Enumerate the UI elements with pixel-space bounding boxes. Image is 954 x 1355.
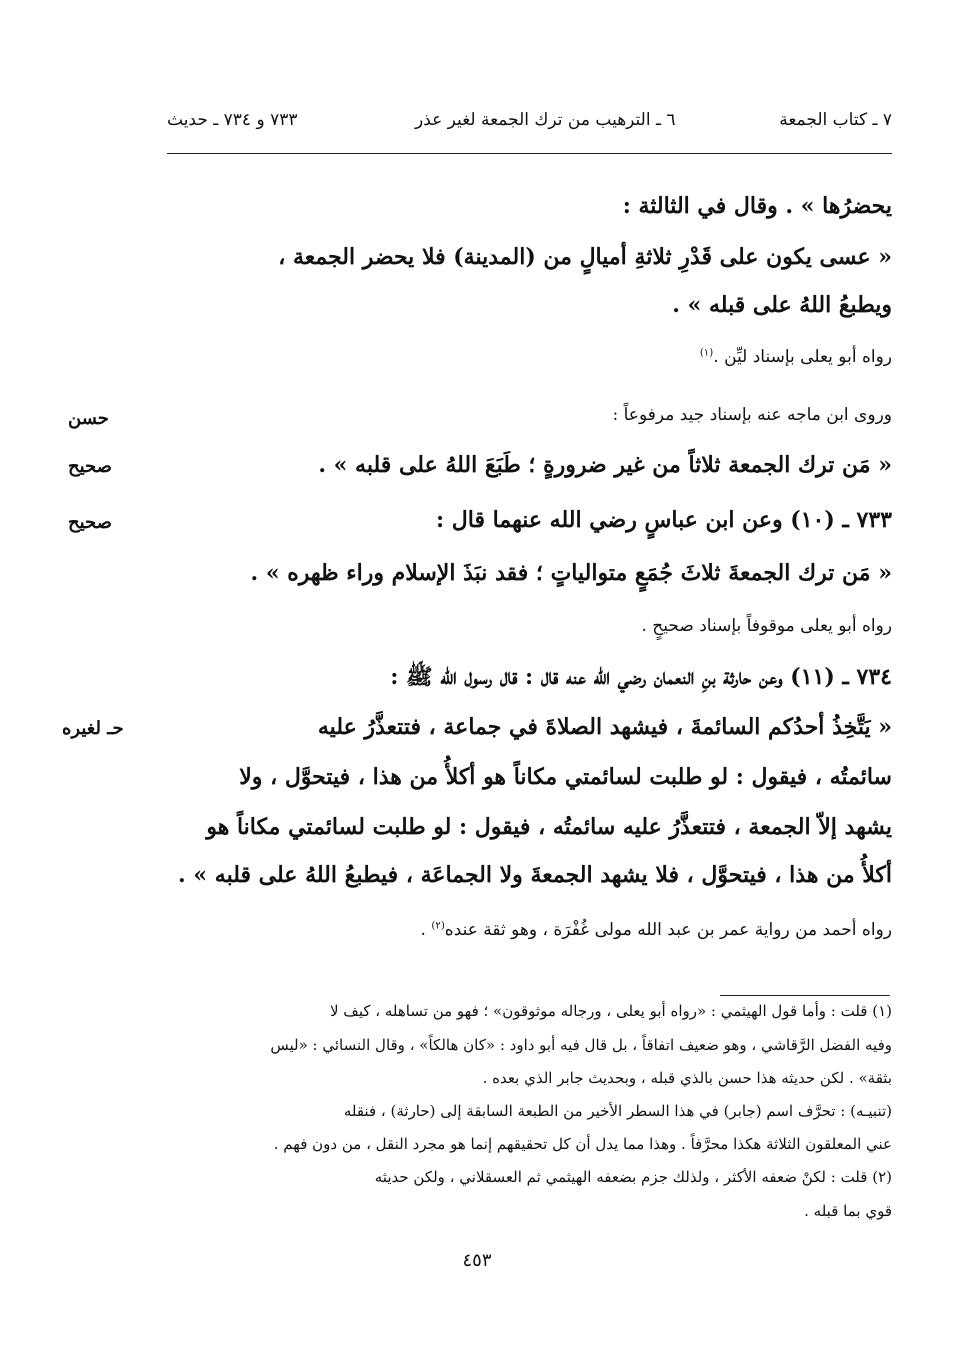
footnote-ref-2: (٢) — [431, 920, 445, 932]
header-section: ٦ ـ الترهيب من ترك الجمعة لغير عذر — [415, 110, 676, 130]
footnote-note-line-1: (تنبيـه) : تحرَّف اسم (جابر) في هذا السطر الأخير من الطبعة السابقة إلى (حارثة) ، فنقله — [343, 1102, 892, 1120]
body-line-6: « مَن ترك الجمعة ثلاثاً من غير ضرورةٍ ؛ طَبَعَ اللهُ على قلبه » . — [318, 452, 892, 478]
hadith-733-heading: ٧٣٣ ـ (١٠) وعن ابن عباسٍ رضي الله عنهما قال : — [436, 507, 892, 533]
grade-hasan-lighayrihi: حـ لغيره — [62, 718, 124, 739]
body-line-8: « مَن ترك الجمعةَ ثلاثَ جُمَعٍ متوالياتٍ ؛ فقد نبَذَ الإسلام وراء ظهره » . — [250, 560, 892, 586]
header-divider — [167, 153, 892, 154]
body-line-14: أكلأُ من هذا ، فيتحوَّل ، فلا يشهد الجمعةَ ولا الجماعَة ، فيطبعُ اللهُ على قلبه » . — [178, 862, 892, 888]
body-line-9: رواه أبو يعلى موقوفاً بإسناد صحيحٍ . — [641, 616, 892, 636]
footnote-note-line-2: عني المعلقون الثلاثة هكذا محرَّفاً . وهذا مما يدل أن كل تحقيقهم إنما هو مجرد النقل ، من دون فهم . — [273, 1135, 892, 1153]
footnote-2-line-2: قوي بما قبله . — [804, 1202, 892, 1220]
body-line-12: سائمتُه ، فيقول : لو طلبت لسائمتي مكاناً هو أكلأُ من هذا ، فيتحوَّل ، ولا — [239, 764, 892, 790]
page-number: ٤٥٣ — [462, 1250, 492, 1271]
body-line-13: يشهد إلاّ الجمعة ، فتتعذَّرُ عليه سائمتُه ، فيقول : لو طلبت لسائمتي مكاناً هو — [206, 814, 892, 840]
body-line-3: ويطبعُ اللهُ على قبله » . — [672, 292, 892, 318]
footnote-divider — [720, 995, 890, 996]
grade-hasan: حسن — [68, 408, 109, 429]
header-chapter: ٧ ـ كتاب الجمعة — [779, 110, 892, 130]
grade-sahih-1: صحيح — [68, 456, 112, 477]
body-line-15: رواه أحمد من رواية عمر بن عبد الله مولى غُفْرَة ، وهو ثقة عنده$^{(٢)}$ . — [420, 920, 892, 940]
footnote-1-line-2: وفيه الفضل الرَّقاشي ، وهو ضعيف اتفاقاً ، بل قال فيه أبو داود : «كان هالكاً» ، وقال النسائي : «ليس — [270, 1036, 892, 1054]
body-line-2: « عسى يكون على قَدْرِ ثلاثةِ أميالٍ من (المدينة) فلا يحضر الجمعة ، — [278, 244, 892, 270]
body-line-1: يحضرُها » . وقال في الثالثة : — [622, 193, 892, 219]
footnote-1-line-1: (١) قلت : وأما قول الهيثمي : «رواه أبو يعلى ، ورجاله موثوقون» ؛ فهو من تساهله ، كيف لا — [329, 1002, 892, 1020]
footnote-ref-1: (١) — [699, 347, 714, 359]
body-line-4: رواه أبو يعلى بإسناد ليِّن .$^{(١)}$ — [699, 347, 892, 367]
hadith-734-heading: ٧٣٤ ـ (١١) وعن حارثة بنِ النعمان رضي الله عنه قال : قال رسول الله ﷺ : — [390, 664, 892, 690]
body-line-5: وروى ابن ماجه عنه بإسناد جيد مرفوعاً : — [612, 405, 892, 425]
footnote-2-line-1: (٢) قلت : لكنْ ضعفه الأكثر ، ولذلك جزم بضعفه الهيثمي ثم العسقلاني ، ولكن حديثه — [374, 1168, 892, 1186]
grade-sahih-2: صحيح — [68, 512, 112, 533]
footnote-1-line-3: بثقة» . لكن حديثه هذا حسن بالذي قبله ، وبحديث جابر الذي بعده . — [482, 1069, 892, 1087]
header-hadith-range: ٧٣٣ و ٧٣٤ ـ حديث — [167, 110, 298, 130]
body-line-11: « يَتَّخِذُ أحدُكم السائمةَ ، فيشهد الصلاةَ في جماعة ، فتتعذَّرُ عليه — [317, 714, 892, 740]
